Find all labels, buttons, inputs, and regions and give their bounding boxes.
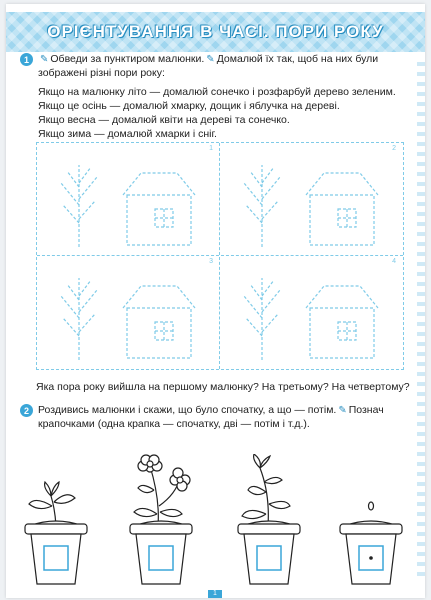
tree-and-house-outline bbox=[37, 256, 219, 368]
task1-rule-spring: Якщо весна — домалюй квіти на дереві та сонечко. bbox=[38, 114, 290, 126]
pot-seed bbox=[326, 454, 416, 589]
task1-instruction-line1 bbox=[38, 53, 378, 66]
tracing-cell-4[interactable] bbox=[220, 256, 402, 368]
task2-line1a: Роздивись малюнки і скажи, що було спочатку, а що — потім. bbox=[38, 404, 337, 416]
pot-tall-plant bbox=[224, 454, 314, 589]
tree-and-house-outline bbox=[220, 143, 402, 255]
task1-rule-autumn: Якщо це осінь — домалюй хмарку, дощик і яблучка на дереві. bbox=[38, 100, 340, 112]
cell-number: 4 bbox=[392, 258, 396, 265]
pencil-icon: ✎ bbox=[338, 405, 347, 416]
pencil-icon: ✎ bbox=[40, 54, 49, 65]
cell-number: 1 bbox=[209, 145, 213, 152]
potted-flower-illustration bbox=[116, 454, 206, 589]
task1-rule-winter: Якщо зима — домалюй хмарки і сніг. bbox=[38, 128, 217, 140]
task2-line1b: Познач bbox=[348, 404, 384, 416]
tree-and-house-outline bbox=[220, 256, 402, 368]
answer-box[interactable] bbox=[149, 546, 173, 570]
tracing-cell-2[interactable] bbox=[220, 143, 402, 255]
pot-flowering-plant bbox=[116, 454, 206, 589]
answer-box[interactable] bbox=[257, 546, 281, 570]
task1-line1b: Домалюй їх так, щоб на них були bbox=[216, 53, 379, 65]
task-number-1: 1 bbox=[20, 53, 33, 66]
task2-instruction-line2: крапочками (одна крапка — спочатку, дві — потім і т.д.). bbox=[38, 418, 310, 430]
potted-seed-illustration bbox=[326, 454, 416, 589]
tracing-cell-3[interactable] bbox=[37, 256, 219, 368]
task2-instruction-line1 bbox=[38, 404, 384, 417]
title-banner bbox=[6, 12, 425, 52]
workbook-page bbox=[6, 4, 425, 598]
task1-question: Яка пора року вийшла на першому малюнку? На третьому? На четвертому? bbox=[36, 381, 410, 393]
tree-and-house-outline bbox=[37, 143, 219, 255]
tracing-cell-1[interactable] bbox=[37, 143, 219, 255]
cell-number: 3 bbox=[209, 258, 213, 265]
cell-number: 2 bbox=[392, 145, 396, 152]
pencil-icon: ✎ bbox=[206, 54, 215, 65]
potted-seedling-illustration bbox=[11, 454, 101, 589]
task1-line1a: Обведи за пунктиром малюнки. bbox=[50, 53, 205, 65]
answer-dot bbox=[369, 556, 373, 560]
page-number: 1 bbox=[208, 590, 222, 598]
plant-pots-row bbox=[6, 454, 425, 594]
page-edge-decoration bbox=[417, 56, 425, 576]
task1-rule-summer: Якщо на малюнку літо — домалюй сонечко і розфарбуй дерево зеленим. bbox=[38, 86, 396, 98]
potted-plant-illustration bbox=[224, 454, 314, 589]
page-title: ОРІЄНТУВАННЯ В ЧАСІ. ПОРИ РОКУ bbox=[47, 22, 384, 41]
task-number-2: 2 bbox=[20, 404, 33, 417]
answer-box[interactable] bbox=[44, 546, 68, 570]
task1-instruction-line2: зображені різні пори року: bbox=[38, 67, 165, 79]
pot-seedling bbox=[11, 454, 101, 589]
tracing-grid bbox=[36, 142, 404, 370]
